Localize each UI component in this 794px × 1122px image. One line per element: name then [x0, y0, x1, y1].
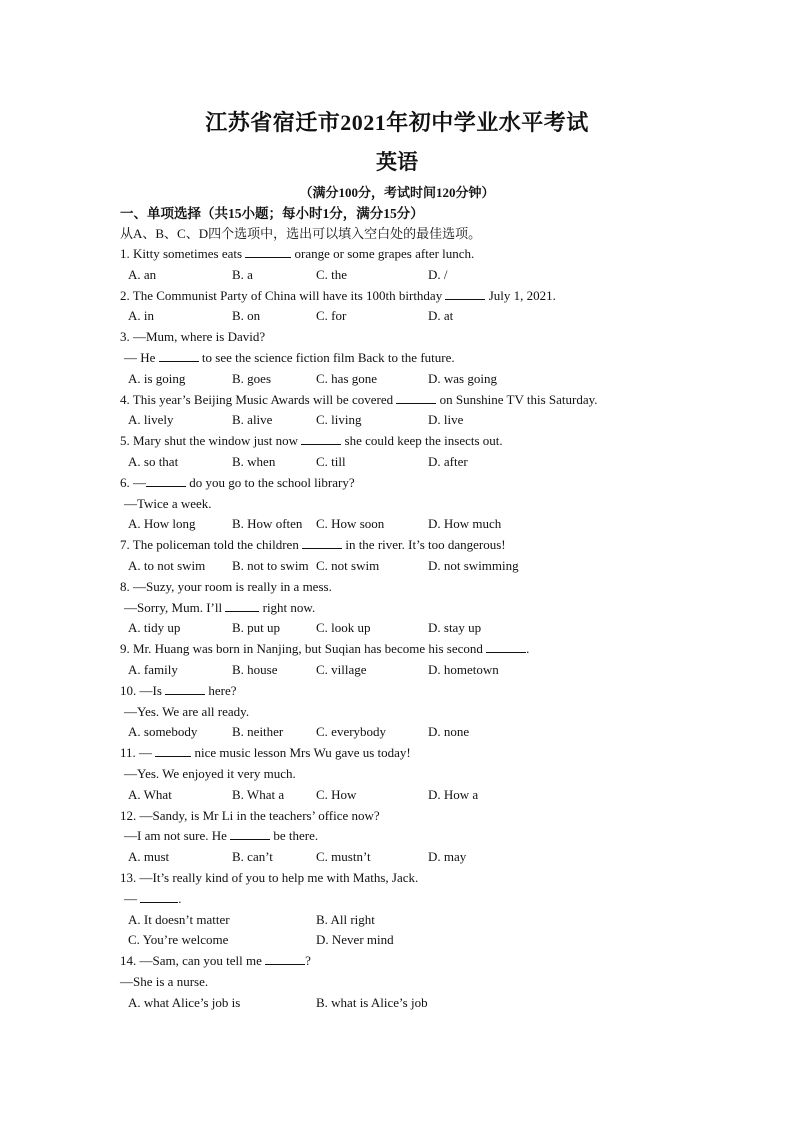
section-instruction: 从A、B、C、D四个选项中，选出可以填入空白处的最佳选项。	[120, 226, 482, 241]
exam-info: （满分100分，考试时间120分钟）	[299, 185, 495, 200]
question-2-stem-line	[120, 287, 556, 304]
answer-blank	[302, 536, 342, 549]
stem-text: 11. —	[120, 745, 156, 761]
question-9-stem-line	[120, 640, 529, 657]
question-7-stem-line	[120, 536, 506, 553]
stem-text: orange or some grapes after lunch.	[291, 246, 475, 261]
stem-text: 1. Kitty sometimes eats	[120, 246, 246, 261]
question-13-stem-line	[120, 869, 418, 886]
stem-text: —Twice a week.	[124, 495, 212, 511]
stem-text: 8. —Suzy, your room is really in a mess.	[120, 578, 332, 594]
option-C: C. for	[316, 308, 347, 324]
option-D: D. stay up	[428, 620, 482, 636]
answer-blank	[486, 640, 526, 653]
option-C: C. not swim	[316, 558, 380, 573]
stem-text: 10. —Is	[120, 682, 166, 698]
section-heading: 一、单项选择（共15小题；每小时1分，满分15分）	[120, 206, 424, 221]
question-14-stem-line	[120, 952, 311, 969]
option-B: B. All right	[316, 911, 375, 927]
stem-text: be there.	[270, 828, 319, 844]
stem-text: —I am not sure. He	[124, 828, 231, 844]
option-C: C. You’re welcome	[128, 932, 229, 948]
option-A: A. somebody	[128, 724, 198, 740]
stem-text: 14. —Sam, can you tell me	[120, 953, 266, 969]
option-D: D. at	[428, 308, 454, 324]
question-10-stem-line	[120, 682, 237, 699]
stem-text: 5. Mary shut the window just now	[120, 433, 302, 449]
question-10-stem-line	[124, 703, 249, 720]
answer-blank	[165, 682, 205, 695]
option-C: C. look up	[316, 620, 371, 636]
stem-text: nice music lesson Mrs Wu gave us today!	[191, 745, 411, 761]
stem-text: she could keep the insects out.	[341, 433, 503, 449]
option-B: B. not to swim	[232, 558, 309, 573]
stem-text: —She is a nurse.	[120, 974, 209, 989]
stem-text: 7. The policeman told the children	[120, 537, 303, 553]
option-B: B. goes	[232, 370, 271, 386]
option-A: A. It doesn’t matter	[128, 911, 230, 927]
question-12-stem-line	[124, 827, 318, 844]
option-D: D. /	[428, 266, 448, 282]
answer-blank	[445, 287, 485, 300]
question-3-stem-line	[124, 349, 455, 366]
option-D: D. may	[428, 849, 467, 865]
answer-blank	[245, 245, 291, 258]
option-D: D. none	[428, 724, 470, 740]
option-A: A. to not swim	[128, 558, 206, 573]
answer-blank	[265, 952, 305, 965]
stem-text: 9. Mr. Huang was born in Nanjing, but Suqian has become his second	[120, 641, 487, 657]
stem-text: on Sunshine TV this Saturday.	[436, 391, 598, 407]
stem-text: .	[526, 641, 530, 657]
stem-text: ?	[305, 953, 311, 969]
option-A: A. tidy up	[128, 620, 181, 636]
option-A: A. How long	[128, 516, 196, 532]
option-C: C. everybody	[316, 724, 387, 740]
option-A: A. in	[128, 308, 154, 324]
question-5-stem-line	[120, 432, 503, 449]
option-C: C. living	[316, 412, 362, 428]
option-B: B. when	[232, 454, 276, 469]
option-A: A. an	[128, 266, 157, 282]
option-B: B. neither	[232, 724, 284, 740]
question-4-stem-line	[120, 391, 598, 408]
page-title: 江苏省宿迁市2021年初中学业水平考试	[205, 110, 589, 135]
question-14-stem-line	[120, 973, 208, 990]
stem-text: July 1, 2021.	[485, 287, 556, 303]
stem-text: 4. This year’s Beijing Music Awards will be covered	[120, 391, 397, 407]
question-1-stem-line	[120, 245, 474, 262]
question-13-stem-line	[124, 890, 182, 907]
question-8-stem-line	[120, 578, 332, 595]
option-C: C. How soon	[316, 516, 385, 532]
option-B: B. house	[232, 662, 278, 677]
option-D: D. How a	[428, 786, 479, 802]
option-A: A. so that	[128, 454, 179, 469]
question-12-stem-line	[120, 807, 380, 824]
option-A: A. What	[128, 786, 172, 802]
question-3-stem-line	[120, 328, 265, 345]
answer-blank	[230, 827, 270, 840]
stem-text: 2. The Communist Party of China will have its 100th birthday	[120, 287, 446, 303]
answer-blank	[301, 432, 341, 445]
option-D: D. Never mind	[316, 932, 394, 948]
stem-text: — He	[124, 350, 159, 365]
stem-text: do you go to the school library?	[186, 474, 355, 490]
answer-blank	[159, 349, 199, 362]
option-A: A. family	[128, 662, 178, 677]
subject-title: 英语	[376, 150, 418, 174]
stem-text: —Yes. We enjoyed it very much.	[124, 766, 296, 781]
answer-blank	[146, 474, 186, 487]
stem-text: .	[178, 890, 182, 906]
option-D: D. hometown	[428, 662, 499, 677]
option-D: D. live	[428, 412, 464, 428]
stem-text: 13. —It’s really kind of you to help me with Maths, Jack.	[120, 870, 419, 885]
answer-blank	[155, 744, 191, 757]
option-B: B. a	[232, 266, 253, 282]
stem-text: —Yes. We are all ready.	[124, 703, 250, 719]
stem-text: 12. —Sandy, is Mr Li in the teachers’ office now?	[120, 807, 380, 823]
option-A: A. is going	[128, 370, 186, 386]
option-C: C. the	[316, 266, 348, 282]
option-B: B. can’t	[232, 849, 273, 865]
option-C: C. village	[316, 662, 367, 677]
option-B: B. What a	[232, 786, 285, 802]
option-B: B. How often	[232, 516, 303, 532]
question-8-stem-line	[124, 599, 315, 616]
option-C: C. How	[316, 786, 357, 802]
question-11-stem-line	[120, 744, 411, 761]
option-C: C. has gone	[316, 370, 378, 386]
stem-text: —Sorry, Mum. I’ll	[124, 599, 226, 615]
question-6-stem-line	[120, 474, 355, 491]
option-B: B. on	[232, 308, 261, 324]
stem-text: to see the science fiction film Back to the future.	[198, 350, 455, 365]
option-D: D. How much	[428, 516, 502, 532]
option-B: B. what is Alice’s job	[316, 994, 428, 1010]
stem-text: 3. —Mum, where is David?	[120, 329, 266, 345]
option-A: A. must	[128, 849, 170, 865]
option-A: A. what Alice’s job is	[128, 994, 241, 1010]
option-D: D. was going	[428, 370, 497, 386]
option-D: D. after	[428, 454, 468, 469]
question-6-stem-line	[124, 495, 212, 512]
answer-blank	[140, 890, 178, 903]
option-C: C. till	[316, 454, 346, 469]
stem-text: in the river. It’s too dangerous!	[342, 537, 506, 553]
option-B: B. alive	[232, 412, 273, 428]
option-D: D. not swimming	[428, 558, 519, 573]
stem-text: 6. —	[120, 474, 146, 490]
stem-text: here?	[205, 682, 237, 698]
stem-text: right now.	[259, 599, 316, 615]
answer-blank	[225, 599, 259, 612]
option-A: A. lively	[128, 412, 174, 428]
stem-text: —	[124, 890, 141, 906]
answer-blank	[396, 391, 436, 404]
option-C: C. mustn’t	[316, 849, 371, 865]
question-11-stem-line	[124, 765, 296, 782]
option-B: B. put up	[232, 620, 281, 636]
